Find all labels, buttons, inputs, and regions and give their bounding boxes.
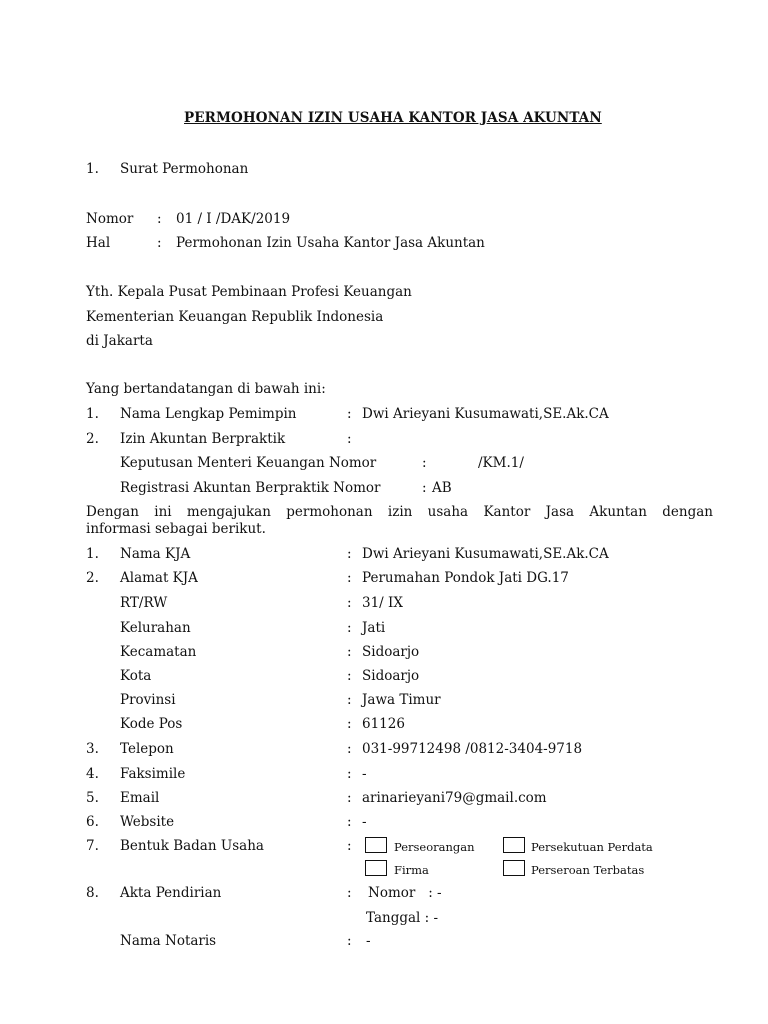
item-number: 6.: [86, 814, 99, 830]
colon: :: [347, 668, 352, 684]
phone-label: Telepon: [120, 741, 174, 757]
fax-label: Faksimile: [120, 766, 186, 782]
item-number: 8.: [86, 885, 99, 901]
checkbox-label: Perseroan Terbatas: [531, 863, 645, 877]
colon: :: [347, 814, 352, 830]
business-form-label: Bentuk Badan Usaha: [120, 838, 264, 854]
registration-label: Registrasi Akuntan Berpraktik Nomor: [120, 480, 381, 496]
rtrw-label: RT/RW: [120, 595, 168, 611]
deed-date: Tanggal : -: [366, 910, 439, 926]
website-label: Website: [120, 814, 175, 830]
colon: :: [347, 790, 352, 806]
colon: :: [347, 692, 352, 708]
firma-checkbox[interactable]: [365, 860, 387, 876]
kota-label: Kota: [120, 668, 152, 684]
email-label: Email: [120, 790, 160, 806]
kja-name-label: Nama KJA: [120, 546, 191, 562]
fax-value: -: [362, 766, 367, 782]
kja-name-value: Dwi Arieyani Kusumawati,SE.Ak.CA: [362, 546, 609, 562]
hal-value: Permohonan Izin Usaha Kantor Jasa Akuntan: [176, 235, 485, 251]
checkbox-label: Perseorangan: [394, 840, 475, 854]
colon: :: [347, 570, 352, 586]
signer-intro: Yang bertandatangan di bawah ini:: [86, 381, 326, 397]
section-title: Surat Permohonan: [120, 161, 249, 177]
email-value: arinarieyani79@gmail.com: [362, 790, 547, 806]
checkbox-label: Firma: [394, 863, 429, 877]
item-number: 5.: [86, 790, 99, 806]
notary-label: Nama Notaris: [120, 933, 217, 949]
deed-label: Akta Pendirian: [120, 885, 222, 901]
kota-value: Sidoarjo: [362, 668, 420, 684]
hal-label: Hal: [86, 235, 111, 251]
kelurahan-value: Jati: [362, 620, 386, 636]
kecamatan-value: Sidoarjo: [362, 644, 420, 660]
kodepos-value: 61126: [362, 716, 405, 732]
colon: :: [347, 741, 352, 757]
address-line: di Jakarta: [86, 333, 153, 349]
address-label: Alamat KJA: [120, 570, 198, 586]
colon: :: [347, 620, 352, 636]
request-text: informasi sebagai berikut.: [86, 521, 266, 537]
request-text: Dengan ini mengajukan permohonan izin usaha Kantor Jasa Akuntan dengan: [86, 505, 713, 520]
kmk-label: Keputusan Menteri Keuangan Nomor: [120, 455, 377, 471]
kelurahan-label: Kelurahan: [120, 620, 191, 636]
colon: :: [347, 431, 352, 447]
item-number: 2.: [86, 431, 99, 447]
leader-name-label: Nama Lengkap Pemimpin: [120, 406, 297, 422]
item-number: 3.: [86, 741, 99, 757]
colon: :: [347, 766, 352, 782]
kodepos-label: Kode Pos: [120, 716, 183, 732]
colon: :: [347, 595, 352, 611]
address-line: Yth. Kepala Pusat Pembinaan Profesi Keuangan: [86, 284, 412, 300]
perseorangan-checkbox[interactable]: [365, 837, 387, 853]
colon: :: [347, 933, 352, 949]
leader-name-value: Dwi Arieyani Kusumawati,SE.Ak.CA: [362, 406, 609, 422]
item-number: 1.: [86, 546, 99, 562]
nomor-label: Nomor: [86, 211, 134, 227]
provinsi-value: Jawa Timur: [362, 692, 441, 708]
colon: :: [422, 455, 427, 471]
nomor-value: 01 / I /DAK/2019: [176, 211, 291, 227]
notary-value: -: [366, 933, 371, 949]
address-line: Kementerian Keuangan Republik Indonesia: [86, 309, 384, 325]
item-number: 7.: [86, 838, 99, 854]
section-number: 1.: [86, 161, 99, 177]
nomor-colon: :: [157, 211, 162, 227]
rtrw-value: 31/ IX: [362, 595, 403, 611]
registration-value: AB: [432, 480, 452, 496]
deed-number: Nomor : -: [368, 885, 442, 901]
colon: :: [347, 716, 352, 732]
kmk-value: /KM.1/: [478, 455, 524, 471]
colon: :: [347, 546, 352, 562]
item-number: 4.: [86, 766, 99, 782]
address-value: Perumahan Pondok Jati DG.17: [362, 570, 569, 586]
phone-value: 031-99712498 /0812-3404-9718: [362, 741, 583, 757]
colon: :: [347, 838, 352, 854]
colon: :: [422, 480, 427, 496]
perseroan-terbatas-checkbox[interactable]: [503, 860, 525, 876]
colon: :: [347, 885, 352, 901]
license-label: Izin Akuntan Berpraktik: [120, 431, 286, 447]
document-title: PERMOHONAN IZIN USAHA KANTOR JASA AKUNTAN: [184, 110, 602, 126]
colon: :: [347, 406, 352, 422]
provinsi-label: Provinsi: [120, 692, 176, 708]
checkbox-label: Persekutuan Perdata: [531, 840, 653, 854]
website-value: -: [362, 814, 367, 830]
hal-colon: :: [157, 235, 162, 251]
kecamatan-label: Kecamatan: [120, 644, 197, 660]
persekutuan-perdata-checkbox[interactable]: [503, 837, 525, 853]
item-number: 2.: [86, 570, 99, 586]
item-number: 1.: [86, 406, 99, 422]
colon: :: [347, 644, 352, 660]
